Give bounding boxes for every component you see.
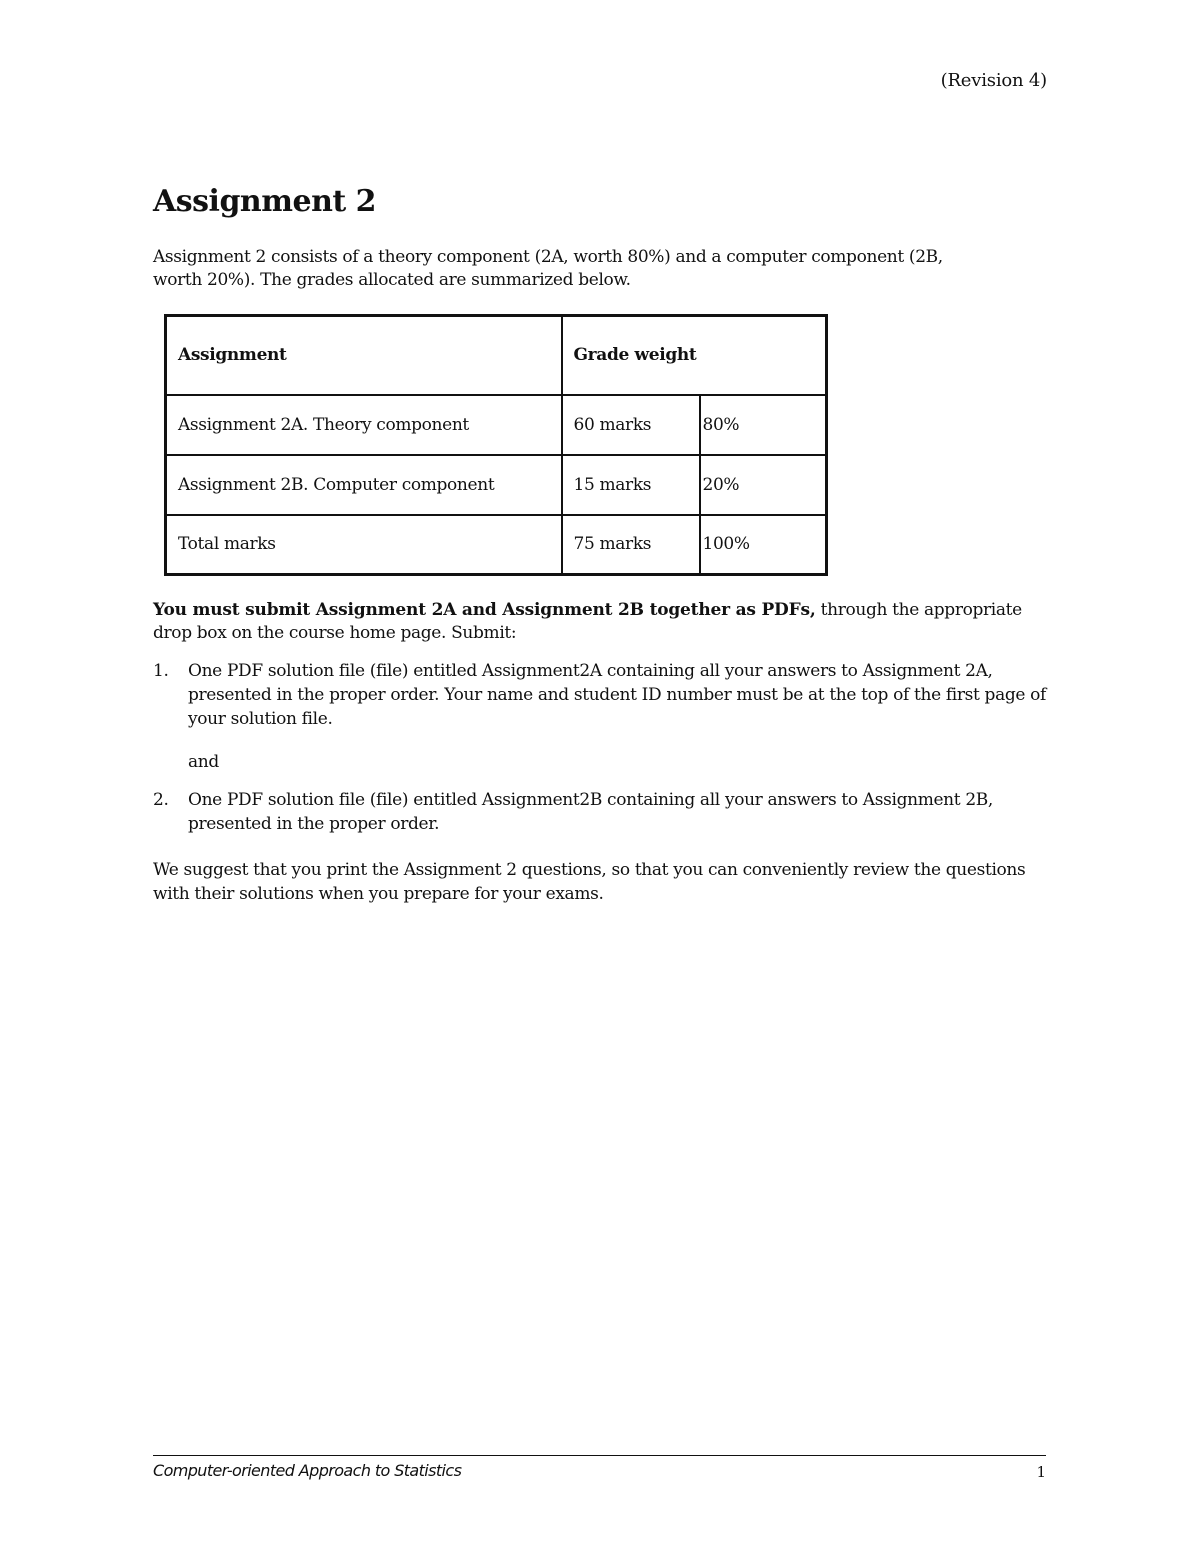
list-text: One PDF solution file (file) entitled Assignment2A containing all your answers to Assignment 2A, presented in the proper order. Your name and student ID number must be at the top of the first page of your solution file.	[188, 661, 1046, 729]
list-item	[153, 788, 1053, 836]
list-number: 1.	[153, 661, 169, 681]
row-percent: 80%	[700, 395, 827, 455]
list-text: One PDF solution file (file) entitled Assignment2B containing all your answers to Assignment 2B, presented in the proper order.	[188, 790, 993, 834]
footer-page-number: 1	[1036, 1463, 1046, 1481]
list-number: 2.	[153, 790, 169, 810]
submit-rest: through the appropriate drop box on the course home page. Submit:	[153, 600, 1022, 643]
header-grade-weight: Grade weight	[562, 316, 827, 395]
row-percent: 100%	[700, 515, 827, 575]
suggestion-paragraph: We suggest that you print the Assignment 2 questions, so that you can conveniently review the questions with their solutions when you prepare for your exams.	[153, 860, 1026, 904]
table-header-row	[166, 316, 827, 395]
footer-course-title: Computer-oriented Approach to Statistics	[153, 1461, 462, 1480]
row-name: Assignment 2B. Computer component	[166, 455, 562, 515]
page-title: Assignment 2	[153, 184, 377, 219]
list-item	[153, 659, 1053, 731]
table-row	[166, 515, 827, 575]
grade-table	[164, 314, 828, 576]
row-name: Assignment 2A. Theory component	[166, 395, 562, 455]
row-percent: 20%	[700, 455, 827, 515]
row-marks: 15 marks	[562, 455, 700, 515]
row-marks: 60 marks	[562, 395, 700, 455]
footer-divider	[153, 1455, 1046, 1456]
intro-paragraph: Assignment 2 consists of a theory component (2A, worth 80%) and a computer component (2B, worth 20%). The grades allocated are summarized below.	[153, 247, 943, 290]
revision-label: (Revision 4)	[940, 70, 1047, 91]
row-marks: 75 marks	[562, 515, 700, 575]
submit-instructions	[153, 599, 1053, 645]
header-assignment: Assignment	[166, 316, 562, 395]
row-name: Total marks	[166, 515, 562, 575]
submit-emphasis: You must submit Assignment 2A and Assignment 2B together as PDFs,	[153, 600, 816, 620]
and-connector: and	[188, 752, 219, 772]
table-row	[166, 395, 827, 455]
table-row	[166, 455, 827, 515]
